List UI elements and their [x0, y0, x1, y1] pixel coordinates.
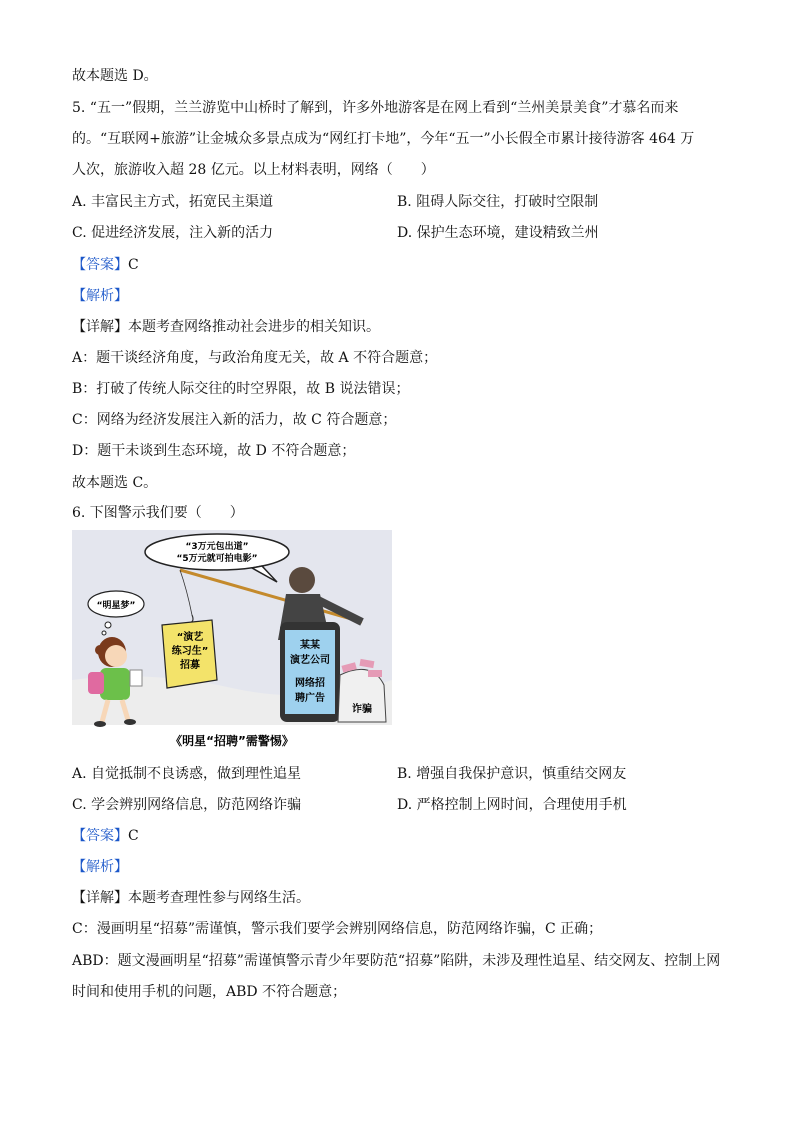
q6-option-d: D. 严格控制上网时间，合理使用手机: [397, 797, 627, 813]
analysis-tag: 【解析】: [72, 859, 128, 875]
phone-ad: [280, 622, 340, 722]
q5-analysis-tag: [72, 286, 128, 306]
q5-stem-line-1: 5. “五一”假期，兰兰游览中山桥时了解到，许多外地游客是在网上看到“兰州美景美食”才慕名而来: [72, 100, 679, 116]
q6-stem: 6. 下图警示我们要（ ）: [72, 505, 244, 521]
q6-explain-abd-2: 时间和使用手机的问题，ABD 不符合题意；: [72, 984, 347, 1000]
phone-line-1: 某某: [300, 640, 320, 651]
sack-label: 诈骗: [352, 704, 372, 715]
q5-stem-line-2: 的。“互联网+旅游”让金城众多景点成为“网红打卡地”，今年“五一”小长假全市累计接待游客 464 万: [72, 131, 695, 147]
answer-value: C: [128, 257, 139, 273]
q4-conclusion: 故本题选 D。: [72, 68, 158, 84]
bait-sign: [162, 620, 217, 688]
cartoon-caption: 《明星“招聘”需警惕》: [170, 734, 294, 748]
q6-answer: [72, 826, 139, 846]
analysis-tag: 【解析】: [72, 288, 128, 304]
answer-tag: 【答案】: [72, 828, 128, 844]
q6-detail: [72, 888, 310, 908]
q5-conclusion: 故本题选 C。: [72, 475, 158, 491]
answer-tag: 【答案】: [72, 257, 128, 273]
detail-text: 本题考查理性参与网络生活。: [128, 890, 310, 906]
q5-explain-c: C：网络为经济发展注入新的活力，故 C 符合题意；: [72, 412, 397, 428]
detail-tag: 【详解】: [72, 319, 128, 335]
q5-stem-line-3: 人次，旅游收入超 28 亿元。以上材料表明，网络（ ）: [72, 162, 435, 178]
q5-option-d: D. 保护生态环境，建设精致兰州: [397, 225, 599, 241]
q5-option-c: C. 促进经济发展，注入新的活力: [72, 225, 274, 241]
q5-detail: [72, 317, 380, 337]
phone-line-2: 演艺公司: [290, 655, 330, 666]
bubble-line-1: “3万元包出道”: [185, 542, 249, 552]
phone-line-3: 网络招: [295, 678, 325, 689]
q6-cartoon: [72, 530, 392, 755]
answer-value: C: [128, 828, 139, 844]
q6-explain-abd-1: ABD：题文漫画明星“招募”需谨慎警示青少年要防范“招募”陷阱，未涉及理性追星、结交网友、控制上网: [72, 953, 721, 969]
bait-line-2: 练习生”: [171, 646, 209, 657]
q5-option-b: B. 阻碍人际交往，打破时空限制: [397, 194, 599, 210]
phone-line-4: 聘广告: [295, 693, 325, 704]
q5-answer: [72, 255, 139, 275]
q5-explain-b: B：打破了传统人际交往的时空界限，故 B 说法错误；: [72, 381, 410, 397]
q6-option-b: B. 增强自我保护意识，慎重结交网友: [397, 766, 627, 782]
q6-option-c: C. 学会辨别网络信息，防范网络诈骗: [72, 797, 302, 813]
q5-option-a: A. 丰富民主方式，拓宽民主渠道: [72, 194, 274, 210]
q6-explain-c: C：漫画明星“招募”需谨慎，警示我们要学会辨别网络信息，防范网络诈骗，C 正确；: [72, 921, 603, 937]
q5-explain-d: D：题干未谈到生态环境，故 D 不符合题意；: [72, 443, 356, 459]
q5-explain-a: A：题干谈经济角度，与政治角度无关，故 A 不符合题意；: [72, 350, 438, 366]
bait-line-3: 招募: [180, 660, 200, 671]
bubble-line-2: “5万元就可拍电影”: [176, 554, 258, 564]
q6-option-a: A. 自觉抵制不良诱惑，做到理性追星: [72, 766, 302, 782]
detail-tag: 【详解】: [72, 890, 128, 906]
dream-text: “明星梦”: [96, 601, 136, 611]
detail-text: 本题考查网络推动社会进步的相关知识。: [128, 319, 380, 335]
q6-analysis-tag: [72, 857, 128, 877]
bait-line-1: “演艺: [176, 632, 204, 643]
